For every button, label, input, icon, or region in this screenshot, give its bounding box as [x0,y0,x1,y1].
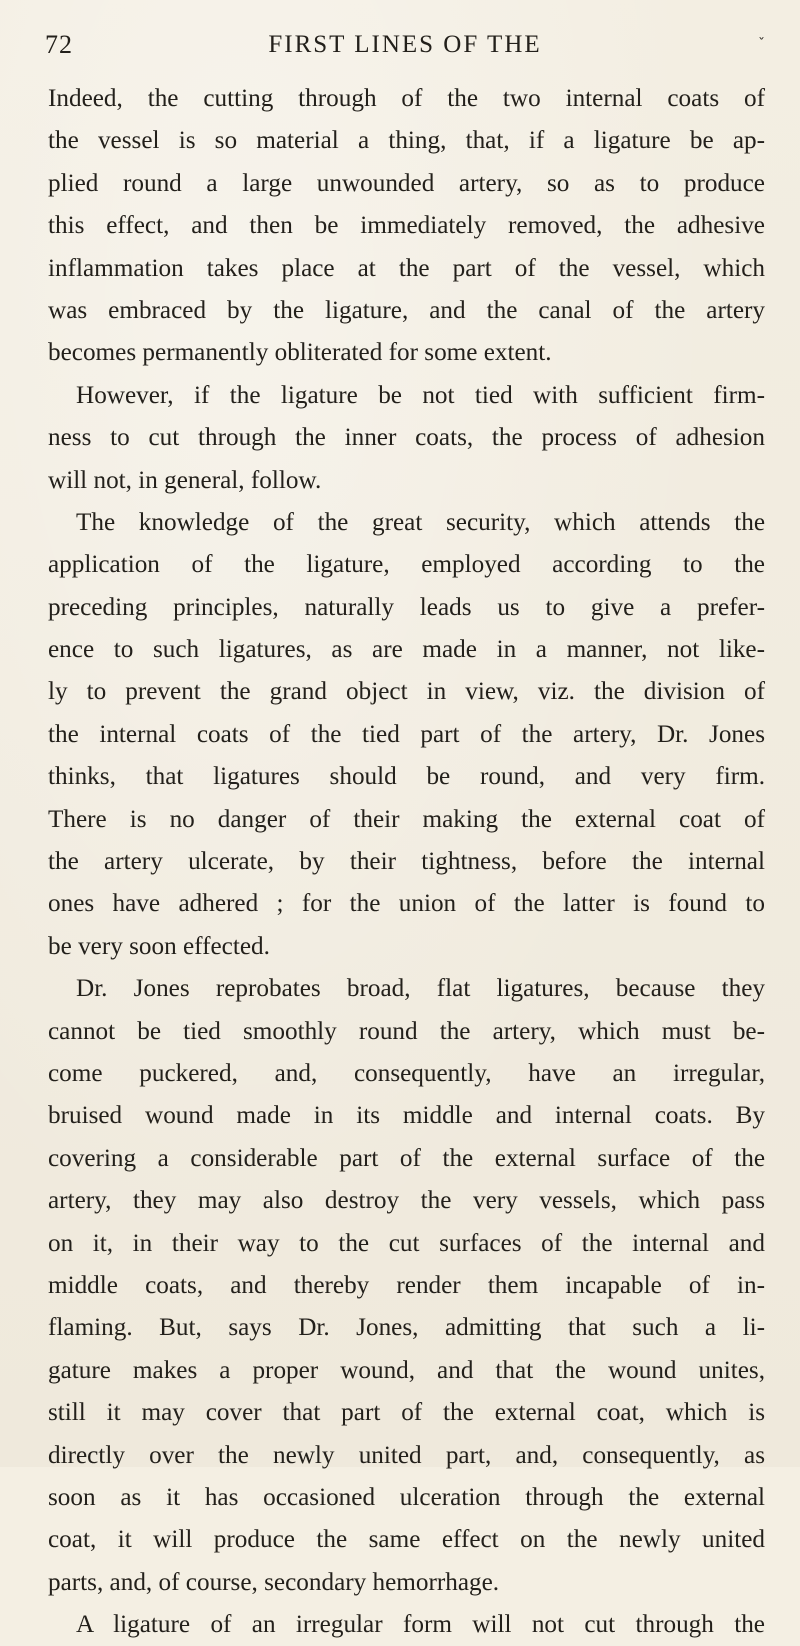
text-line: There is no danger of their making the external coat of [48,805,765,833]
text-line: the artery ulcerate, by their tightness, before the internal [48,848,765,876]
text-line: the vessel is so material a thing, that, if a ligature be ap- [48,127,765,155]
text-line: ence to such ligatures, as are made in a manner, not like- [48,636,765,664]
page-number: 72 [45,30,73,59]
text-line: flaming. But, says Dr. Jones, admitting that such a li- [48,1314,765,1342]
text-line: Indeed, the cutting through of the two internal coats of [48,85,765,112]
text-line: ones have adhered ; for the union of the latter is found to [48,890,765,918]
text-line: ly to prevent the grand object in view, viz. the division of [48,678,765,706]
text-line: this effect, and then be immediately removed, the adhesive [48,212,765,240]
text-line: However, if the ligature be not tied with sufficient firm- [76,381,765,409]
text-line: on it, in their way to the cut surfaces of the internal and [48,1229,765,1257]
text-line: thinks, that ligatures should be round, and very firm. [48,763,765,791]
text-line: be very soon effected. [48,932,270,960]
text-line: parts, and, of course, secondary hemorrhage. [48,1568,500,1596]
running-head: FIRST LINES OF THE [268,31,542,58]
text-line: plied round a large unwounded artery, so as to produce [48,169,765,197]
text-line: will not, in general, follow. [48,466,322,494]
text-line: ness to cut through the inner coats, the process of adhesion [48,424,765,452]
text-line: A ligature of an irregular form will not cut through the [76,1611,765,1639]
text-line: come puckered, and, consequently, have an irregular, [48,1059,765,1087]
text-line: directly over the newly united part, and, consequently, as [48,1441,765,1469]
text-line: middle coats, and thereby render them incapable of in- [48,1271,765,1299]
text-line: preceding principles, naturally leads us to give a prefer- [48,593,765,621]
text-line: coat, it will produce the same effect on the newly united [48,1526,765,1554]
text-line: artery, they may also destroy the very vessels, which pass [48,1187,765,1215]
body-text [48,78,765,1646]
text-line: cannot be tied smoothly round the artery, which must be- [48,1017,765,1045]
text-line: becomes permanently obliterated for some extent. [48,339,552,367]
text-line: Dr. Jones reprobates broad, flat ligatures, because they [76,975,765,1003]
text-line: inflammation takes place at the part of the vessel, which [48,254,765,282]
text-line: the internal coats of the tied part of the artery, Dr. Jones [48,720,765,748]
text-line: soon as it has occasioned ulceration through the external [48,1483,765,1511]
text-line: covering a considerable part of the external surface of the [48,1144,765,1172]
text-line: The knowledge of the great security, which attends the [76,508,765,536]
page-header [45,30,765,64]
text-line: bruised wound made in its middle and internal coats. By [48,1102,765,1130]
text-line: gature makes a proper wound, and that the wound unites, [48,1356,765,1384]
text-line: still it may cover that part of the external coat, which is [48,1399,765,1427]
text-line: application of the ligature, employed according to the [48,551,765,579]
text-line: was embraced by the ligature, and the canal of the artery [48,296,765,324]
page-mark: ˇ [758,36,765,52]
